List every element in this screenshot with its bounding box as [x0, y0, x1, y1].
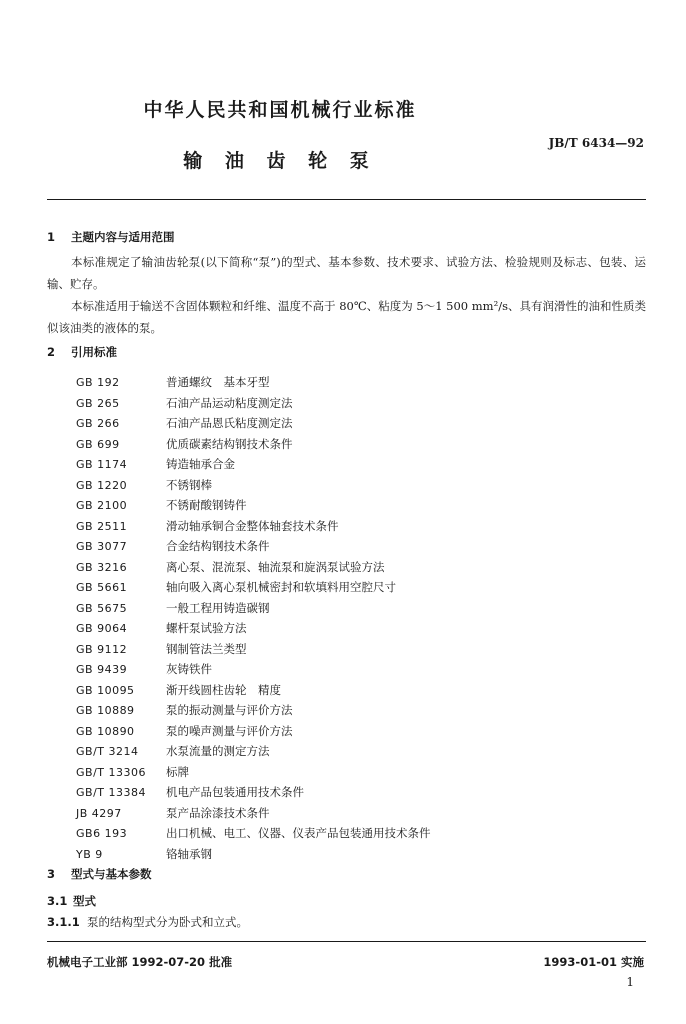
reference-title: 滑动轴承铜合金整体轴套技术条件 — [166, 518, 339, 533]
reference-title: 不锈钢棒 — [166, 477, 212, 492]
reference-title: 灰铸铁件 — [166, 662, 212, 676]
clause-3-1-1-number: 3.1.1 — [47, 915, 80, 929]
subsection-3-1-number: 3.1 — [47, 894, 68, 908]
reference-title: 钢制管法兰类型 — [166, 641, 247, 656]
reference-item — [76, 680, 431, 701]
reference-title: 水泵流量的测定方法 — [166, 744, 270, 758]
subsection-3-1-title: 型式 — [73, 894, 96, 908]
reference-code: GB 10890 — [76, 724, 135, 738]
reference-title: 出口机械、电工、仪器、仪表产品包装通用技术条件 — [166, 826, 431, 840]
reference-code: GB 266 — [76, 417, 120, 430]
reference-code: JB 4297 — [76, 806, 122, 820]
reference-title: 轴向吸入离心泵机械密封和软填料用空腔尺寸 — [166, 580, 396, 594]
reference-title: 铬轴承钢 — [166, 846, 212, 861]
implementation-date: 1993-01-01 实施 — [543, 955, 644, 969]
section-1-number: 1 — [47, 230, 56, 244]
reference-title: 优质碳素结构钢技术条件 — [166, 436, 293, 451]
reference-item — [76, 372, 431, 393]
reference-code: YB 9 — [76, 847, 103, 861]
reference-item — [76, 762, 431, 783]
reference-item — [76, 782, 431, 803]
section-3-title: 型式与基本参数 — [71, 867, 152, 881]
reference-title: 一般工程用铸造碳钢 — [166, 600, 270, 615]
reference-code: GB 3216 — [76, 560, 128, 574]
reference-title: 离心泵、混流泵、轴流泵和旋涡泵试验方法 — [166, 559, 385, 574]
reference-item — [76, 639, 431, 660]
section-1-paragraph: 本标准适用于输送不含固体颗粒和纤维、温度不高于 80℃、粘度为 5～1 500 mm²/s、具有润滑性的油和性质类似该油类的液体的泵。 — [47, 299, 646, 335]
reference-code: GB 5661 — [76, 581, 128, 594]
reference-title: 合金结构钢技术条件 — [166, 539, 270, 553]
reference-code: GB 1220 — [76, 478, 128, 492]
reference-item — [76, 721, 431, 742]
reference-item — [76, 434, 431, 455]
section-1-paragraph: 本标准规定了输油齿轮泵(以下简称“泵”)的型式、基本参数、技术要求、试验方法、检验规则及标志、包装、运输、贮存。 — [47, 255, 646, 291]
reference-item — [76, 454, 431, 475]
reference-code: GB/T 13384 — [76, 786, 146, 799]
reference-item — [76, 393, 431, 414]
subsection-3-1-heading — [47, 893, 96, 909]
section-2-number: 2 — [47, 345, 56, 359]
reference-title: 不锈耐酸钢铸件 — [166, 498, 247, 512]
reference-title: 机电产品包装通用技术条件 — [166, 785, 304, 799]
reference-code: GB6 193 — [76, 827, 128, 840]
reference-item — [76, 495, 431, 516]
reference-item — [76, 577, 431, 598]
clause-3-1-1 — [47, 914, 248, 930]
reference-title: 渐开线圆柱齿轮 精度 — [166, 682, 281, 697]
reference-code: GB 9064 — [76, 622, 128, 635]
reference-item — [76, 413, 431, 434]
reference-title: 普通螺纹 基本牙型 — [166, 375, 270, 389]
section-3-number: 3 — [47, 867, 56, 881]
reference-title: 石油产品运动粘度测定法 — [166, 395, 293, 410]
reference-code: GB 9112 — [76, 642, 128, 656]
reference-code: GB 699 — [76, 437, 120, 451]
reference-code: GB 9439 — [76, 663, 128, 676]
reference-code: GB 2511 — [76, 519, 128, 533]
reference-title: 泵的噪声测量与评价方法 — [166, 723, 293, 738]
section-1-title: 主题内容与适用范围 — [71, 230, 175, 244]
reference-title: 石油产品恩氏粘度测定法 — [166, 416, 293, 430]
section-2-heading — [47, 344, 117, 360]
clause-3-1-1-text: 泵的结构型式分为卧式和立式。 — [87, 915, 248, 929]
reference-item — [76, 844, 431, 865]
reference-title: 泵产品涂漆技术条件 — [166, 805, 270, 820]
section-1-heading — [47, 229, 175, 245]
reference-code: GB/T 3214 — [76, 745, 139, 758]
reference-title: 标牌 — [166, 764, 189, 779]
section-2-title: 引用标准 — [71, 345, 117, 359]
reference-item — [76, 598, 431, 619]
reference-code: GB 5675 — [76, 601, 128, 615]
reference-title: 螺杆泵试验方法 — [166, 621, 247, 635]
reference-code: GB 1174 — [76, 458, 128, 471]
reference-item — [76, 823, 431, 844]
reference-item — [76, 741, 431, 762]
reference-title: 铸造轴承合金 — [166, 457, 235, 471]
reference-code: GB 265 — [76, 396, 120, 410]
standard-number: JB/T 6434—92 — [548, 136, 644, 150]
reference-title: 泵的振动测量与评价方法 — [166, 703, 293, 717]
reference-code: GB 3077 — [76, 540, 128, 553]
header-rule — [47, 199, 646, 200]
standard-category: 中华人民共和国机械行业标准 — [143, 99, 417, 121]
approval-line: 机械电子工业部 1992-07-20 批准 — [47, 955, 233, 969]
reference-list — [76, 372, 431, 864]
reference-item — [76, 700, 431, 721]
page-number: 1 — [626, 975, 634, 989]
section-3-heading — [47, 866, 152, 882]
footer-rule — [47, 941, 646, 942]
reference-item — [76, 618, 431, 639]
reference-item — [76, 659, 431, 680]
document-title: 输 油 齿 轮 泵 — [183, 150, 377, 172]
reference-code: GB 10095 — [76, 683, 135, 697]
reference-code: GB/T 13306 — [76, 765, 146, 779]
reference-item — [76, 475, 431, 496]
reference-item — [76, 536, 431, 557]
section-1-body — [47, 251, 646, 339]
reference-item — [76, 516, 431, 537]
reference-code: GB 2100 — [76, 499, 128, 512]
reference-code: GB 192 — [76, 376, 120, 389]
reference-item — [76, 557, 431, 578]
reference-code: GB 10889 — [76, 704, 135, 717]
reference-item — [76, 803, 431, 824]
